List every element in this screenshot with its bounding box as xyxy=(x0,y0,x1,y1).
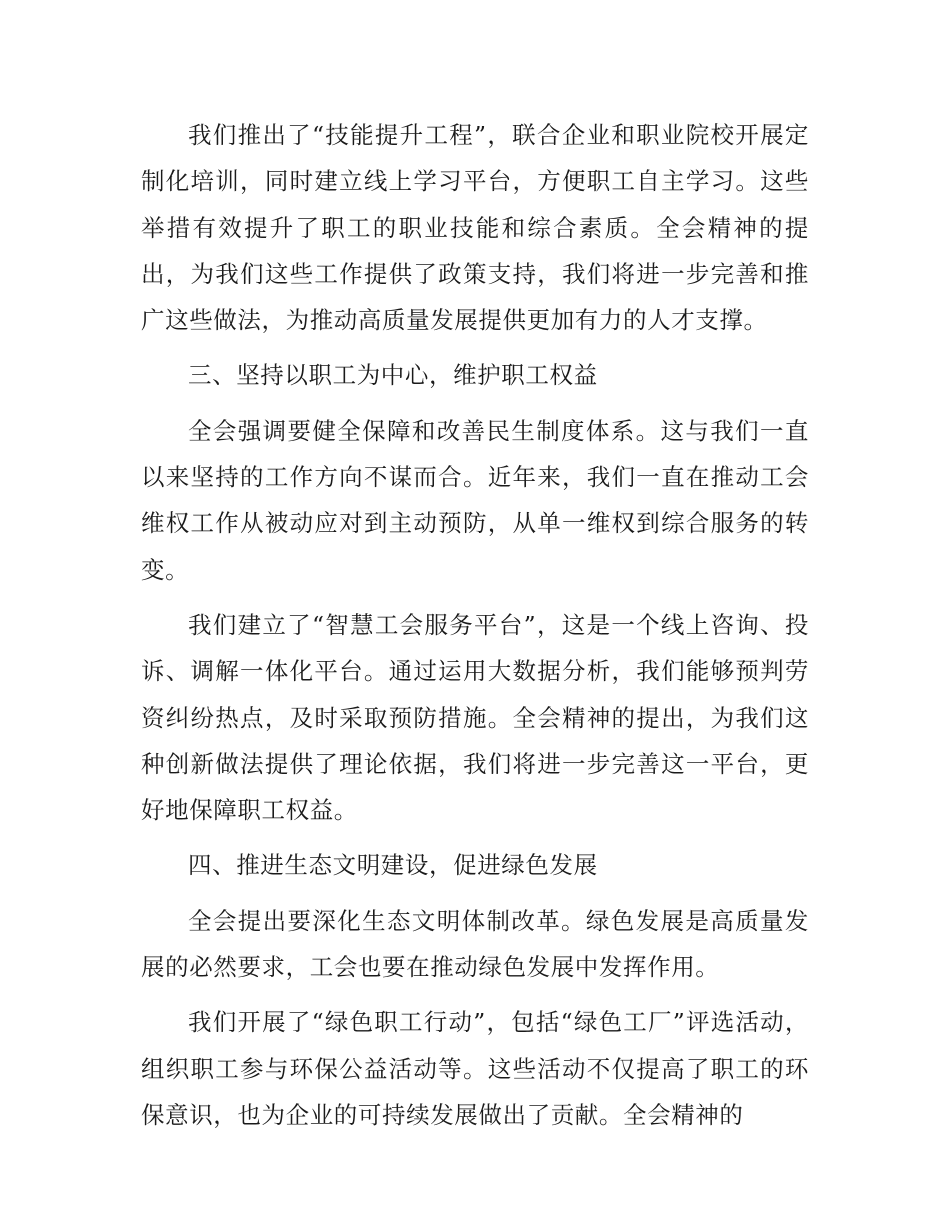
paragraph-ecological-reform: 全会提出要深化生态文明体制改革。绿色发展是高质量发展的必然要求，工会也要在推动绿色发展中发挥作用。 xyxy=(141,906,809,982)
paragraph-green-worker-action: 我们开展了“绿色职工行动”，包括“绿色工厂”评选活动，组织职工参与环保公益活动等。这些活动不仅提高了职工的环保意识，也为企业的可持续发展做出了贡献。全会精神的 xyxy=(141,1008,809,1129)
paragraph-livelihood-system: 全会强调要健全保障和改善民生制度体系。这与我们一直以来坚持的工作方向不谋而合。近年来，我们一直在推动工会维权工作从被动应对到主动预防，从单一维权到综合服务的转变。 xyxy=(141,416,809,584)
document-body xyxy=(141,112,809,1147)
paragraph-skills-project: 我们推出了“技能提升工程”，联合企业和职业院校开展定制化培训，同时建立线上学习平台，方便职工自主学习。这些举措有效提升了职工的职业技能和综合素质。全会精神的提出，为我们这些工作提供了政策支持，我们将进一步完善和推广这些做法，为推动高质量发展提供更加有力的人才支撑。 xyxy=(141,121,809,335)
paragraph-smart-union-platform: 我们建立了“智慧工会服务平台”，这是一个线上咨询、投诉、调解一体化平台。通过运用大数据分析，我们能够预判劳资纠纷热点，及时采取预防措施。全会精神的提出，为我们这种创新做法提供了理论依据，我们将进一步完善这一平台，更好地保障职工权益。 xyxy=(141,610,809,825)
section-heading-three: 三、坚持以职工为中心，维护职工权益 xyxy=(188,361,598,390)
section-heading-four: 四、推进生态文明建设，促进绿色发展 xyxy=(188,851,598,880)
